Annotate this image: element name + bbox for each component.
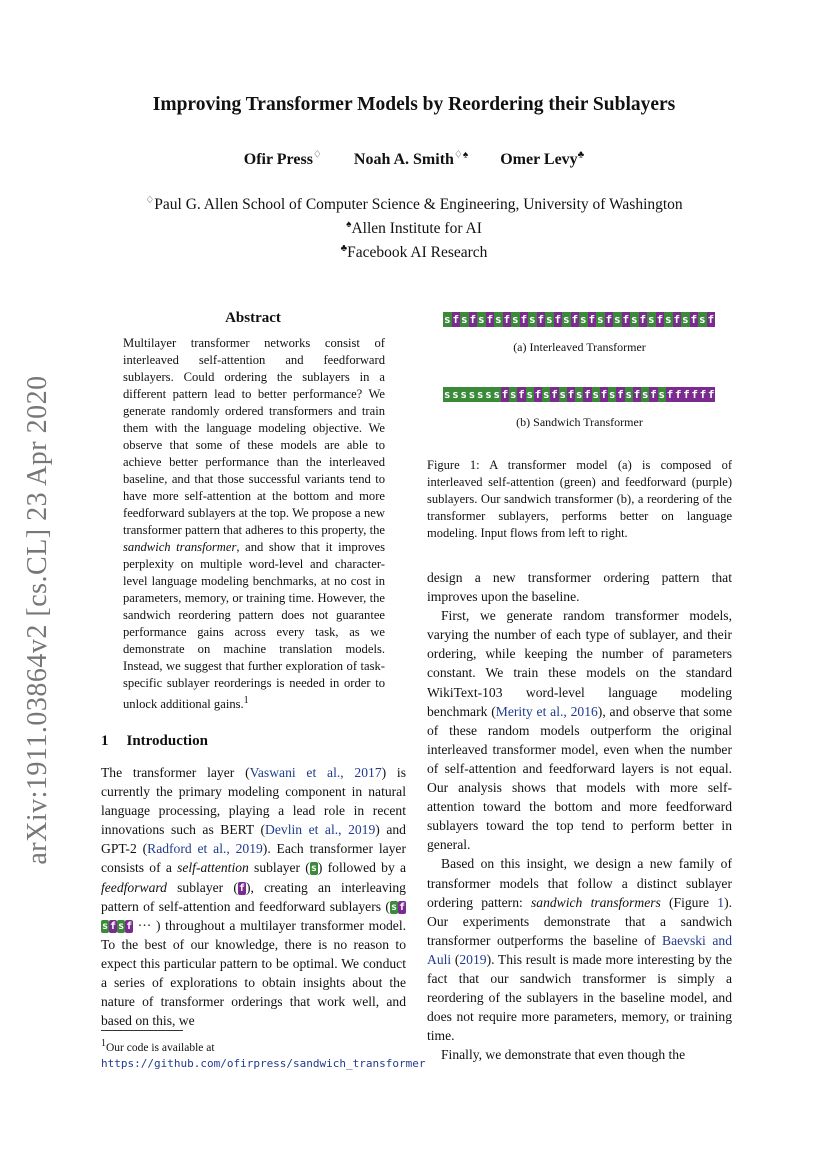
- author-list: [0, 150, 828, 169]
- self-attention-block: s: [485, 388, 492, 401]
- feedforward-block: f: [622, 313, 630, 326]
- feedforward-block: f: [707, 388, 715, 401]
- feedforward-block: f: [469, 313, 477, 326]
- self-attention-block: s: [698, 313, 706, 326]
- affiliation: ♠Allen Institute for AI: [346, 219, 482, 238]
- author: Ofir Press♢: [243, 150, 322, 169]
- feedforward-block: f: [537, 313, 545, 326]
- citation-link[interactable]: Devlin et al., 2019: [265, 822, 376, 838]
- subfigure-caption-b: (b) Sandwich Transformer: [516, 415, 643, 429]
- self-attention-block: s: [592, 388, 599, 401]
- self-attention-block: s: [630, 313, 638, 326]
- feedforward-block: f: [605, 313, 613, 326]
- self-attention-block: s: [579, 313, 587, 326]
- feedforward-block: f: [674, 388, 682, 401]
- sandwich-sequence: [443, 387, 715, 402]
- self-attention-block: s: [443, 388, 451, 401]
- citation-link[interactable]: Baevski and Auli: [427, 932, 732, 967]
- author: Noah A. Smith♢♠: [353, 150, 469, 169]
- feedforward-block: f: [650, 388, 657, 401]
- self-attention-chip: s: [310, 863, 317, 875]
- self-attention-block: s: [608, 388, 616, 401]
- self-attention-block: s: [559, 388, 566, 401]
- self-attention-block: s: [528, 313, 536, 326]
- self-attention-block: s: [477, 313, 485, 326]
- subfigure-caption-a: (a) Interleaved Transformer: [513, 340, 646, 354]
- right-column-text: [427, 568, 732, 1064]
- self-attention-block: s: [526, 388, 533, 401]
- paragraph: Based on this insight, we design a new family of transformer models that follow a distinct sublayer ordering pattern: sandwich transformers (Figure 1). Our experiments demonstrate that a sandwich transformer outperforms the baseline of Baevski and Auli (2019). This result is made more interesting by the fact that our sandwich transformer is simply a reordering of the sublayers in the baseline model, and does not require more parameters, memory, or training time.: [427, 856, 732, 1044]
- self-attention-block: s: [625, 388, 632, 401]
- self-attention-block: s: [460, 388, 467, 401]
- figure-ref-link[interactable]: 1: [717, 894, 725, 910]
- feedforward-block: f: [600, 388, 608, 401]
- feedforward-block: f: [617, 388, 624, 401]
- self-attention-block: s: [494, 313, 502, 326]
- self-attention-chip: s: [390, 901, 397, 913]
- feedforward-block: f: [452, 313, 460, 326]
- feedforward-block: f: [683, 388, 690, 401]
- self-attention-block: s: [681, 313, 689, 326]
- paragraph: First, we generate random transformer models, varying the number of each type of sublayer, and their ordering, while keeping the number of parameters constant. We train these models on the standard WikiText-103 word-level language modeling benchmark (Merity et al., 2016), and observe that some of these random models outperform the original interleaved transformer model, even when the number of self-attention and feedforward layers is not equal. Our analysis shows that models with more self-attention toward the bottom and more feedforward sublayers toward the top tend to perform better in general.: [427, 608, 732, 853]
- self-attention-block: s: [562, 313, 570, 326]
- feedforward-block: f: [518, 388, 525, 401]
- self-attention-block: s: [664, 313, 672, 326]
- self-attention-block: s: [596, 313, 604, 326]
- feedforward-block: f: [551, 388, 558, 401]
- citation-link[interactable]: 2019: [459, 951, 487, 967]
- affiliation: ♢Paul G. Allen School of Computer Science & Engineering, University of Washington: [145, 195, 683, 214]
- self-attention-block: s: [509, 388, 517, 401]
- self-attention-block: s: [647, 313, 655, 326]
- feedforward-block: f: [588, 313, 596, 326]
- self-attention-block: s: [511, 313, 519, 326]
- citation-link[interactable]: Radford et al., 2019: [147, 841, 263, 857]
- feedforward-block: f: [503, 313, 511, 326]
- feedforward-block: f: [707, 313, 715, 326]
- feedforward-block: f: [584, 388, 591, 401]
- footnote: $^1$Our code is available at https://github.com/ofirpress/sandwich_transformer: [101, 1038, 426, 1070]
- feedforward-block: f: [656, 313, 664, 326]
- self-attention-block: s: [545, 313, 553, 326]
- abstract-heading: Abstract: [225, 310, 281, 326]
- self-attention-block: s: [493, 388, 500, 401]
- figure-caption: Figure 1: A transformer model (a) is composed of interleaved self-attention (green) and feedforward (purple) sublayers. Our sandwich transformer (b), a reordering of the transformer sublayers, performs better on language modeling. Input flows from left to right.: [427, 458, 732, 540]
- self-attention-block: s: [641, 388, 649, 401]
- author: Omer Levy♣: [500, 150, 585, 169]
- footnote-rule: [101, 1030, 183, 1031]
- feedforward-chip: f: [110, 920, 117, 932]
- feedforward-block: f: [691, 388, 698, 401]
- self-attention-chip: s: [118, 920, 125, 932]
- feedforward-block: f: [673, 313, 681, 326]
- self-attention-chip: s: [102, 920, 109, 932]
- affiliations: [0, 191, 828, 263]
- abstract-body: Multilayer transformer networks consist of interleaved self-attention and feedforward sublayers. Could ordering the sublayers in a different pattern lead to better performance? We generate randomly ordered transformers and train them with the language modeling objective. We observe that some of these models are able to achieve better performance than the interleaved baseline, and that those successful variants tend to have more self-attention at the bottom and more feedforward sublayers at the top. We propose a new transformer pattern that adheres to this property, the sandwich transformer, and show that it improves perplexity on multiple word-level and character-level language modeling benchmarks, at no cost in parameters, memory, or training time. However, the sandwich reordering pattern does not guarantee performance gains across every task, as we demonstrate on machine translation models. Instead, we suggest that further exploration of task-specific sublayer reorderings is needed in order to unlock additional gains.$^1$: [123, 336, 386, 712]
- code-url-link[interactable]: https://github.com/ofirpress/sandwich_transformer: [101, 1056, 426, 1070]
- self-attention-block: s: [658, 388, 665, 401]
- feedforward-chip: f: [126, 920, 133, 932]
- feedforward-chip: f: [398, 901, 405, 913]
- self-attention-block: s: [575, 388, 583, 401]
- citation-link[interactable]: Merity et al., 2016: [495, 703, 598, 719]
- feedforward-block: f: [554, 313, 562, 326]
- self-attention-block: s: [460, 313, 468, 326]
- feedforward-block: f: [501, 388, 509, 401]
- self-attention-block: s: [542, 388, 550, 401]
- feedforward-block: f: [690, 313, 698, 326]
- affiliation: ♣Facebook AI Research: [340, 243, 488, 262]
- arxiv-id: arXiv:1911.03864v2 [cs.CL] 23 Apr 2020: [22, 375, 53, 865]
- arxiv-sidebar: [18, 360, 58, 880]
- section-heading: 1 Introduction: [101, 733, 208, 749]
- self-attention-block: s: [468, 388, 476, 401]
- feedforward-block: f: [567, 388, 575, 401]
- citation-link[interactable]: Vaswani et al., 2017: [249, 765, 382, 780]
- intro-paragraph: The transformer layer (Vaswani et al., 2017) is currently the primary modeling component in natural language processing, playing a lead role in recent innovations such as BERT (Devlin et al., 2019) and GPT-2 (Radford et al., 2019). Each transformer layer consists of a self-attention sublayer (s) followed by a feedforward sublayer (f), creating an interleaving pattern of self-attention and feedforward sublayers (s fs f s f ··· ) throughout a multilayer transformer model. To the best of our knowledge, there is no reason to expect this particular pattern to be optimal. We conduct a series of explorations to obtain insights about the nature of transformer orderings that work well, and based on this, we: [101, 765, 407, 1029]
- feedforward-block: f: [520, 313, 528, 326]
- paper-title: Improving Transformer Models by Reordering their Sublayers: [152, 94, 676, 115]
- feedforward-block: f: [486, 313, 494, 326]
- feedforward-block: f: [639, 313, 647, 326]
- self-attention-block: s: [452, 388, 459, 401]
- feedforward-chip: f: [238, 882, 245, 894]
- self-attention-block: s: [476, 388, 484, 401]
- self-attention-block: s: [613, 313, 621, 326]
- feedforward-block: f: [534, 388, 542, 401]
- interleaved-sequence: [443, 312, 715, 327]
- self-attention-block: s: [443, 313, 451, 326]
- feedforward-block: f: [571, 313, 579, 326]
- feedforward-block: f: [633, 388, 641, 401]
- paragraph: design a new transformer ordering pattern that improves upon the baseline.: [427, 570, 732, 605]
- feedforward-block: f: [699, 388, 707, 401]
- feedforward-block: f: [666, 388, 674, 401]
- paragraph: Finally, we demonstrate that even though the: [441, 1047, 686, 1063]
